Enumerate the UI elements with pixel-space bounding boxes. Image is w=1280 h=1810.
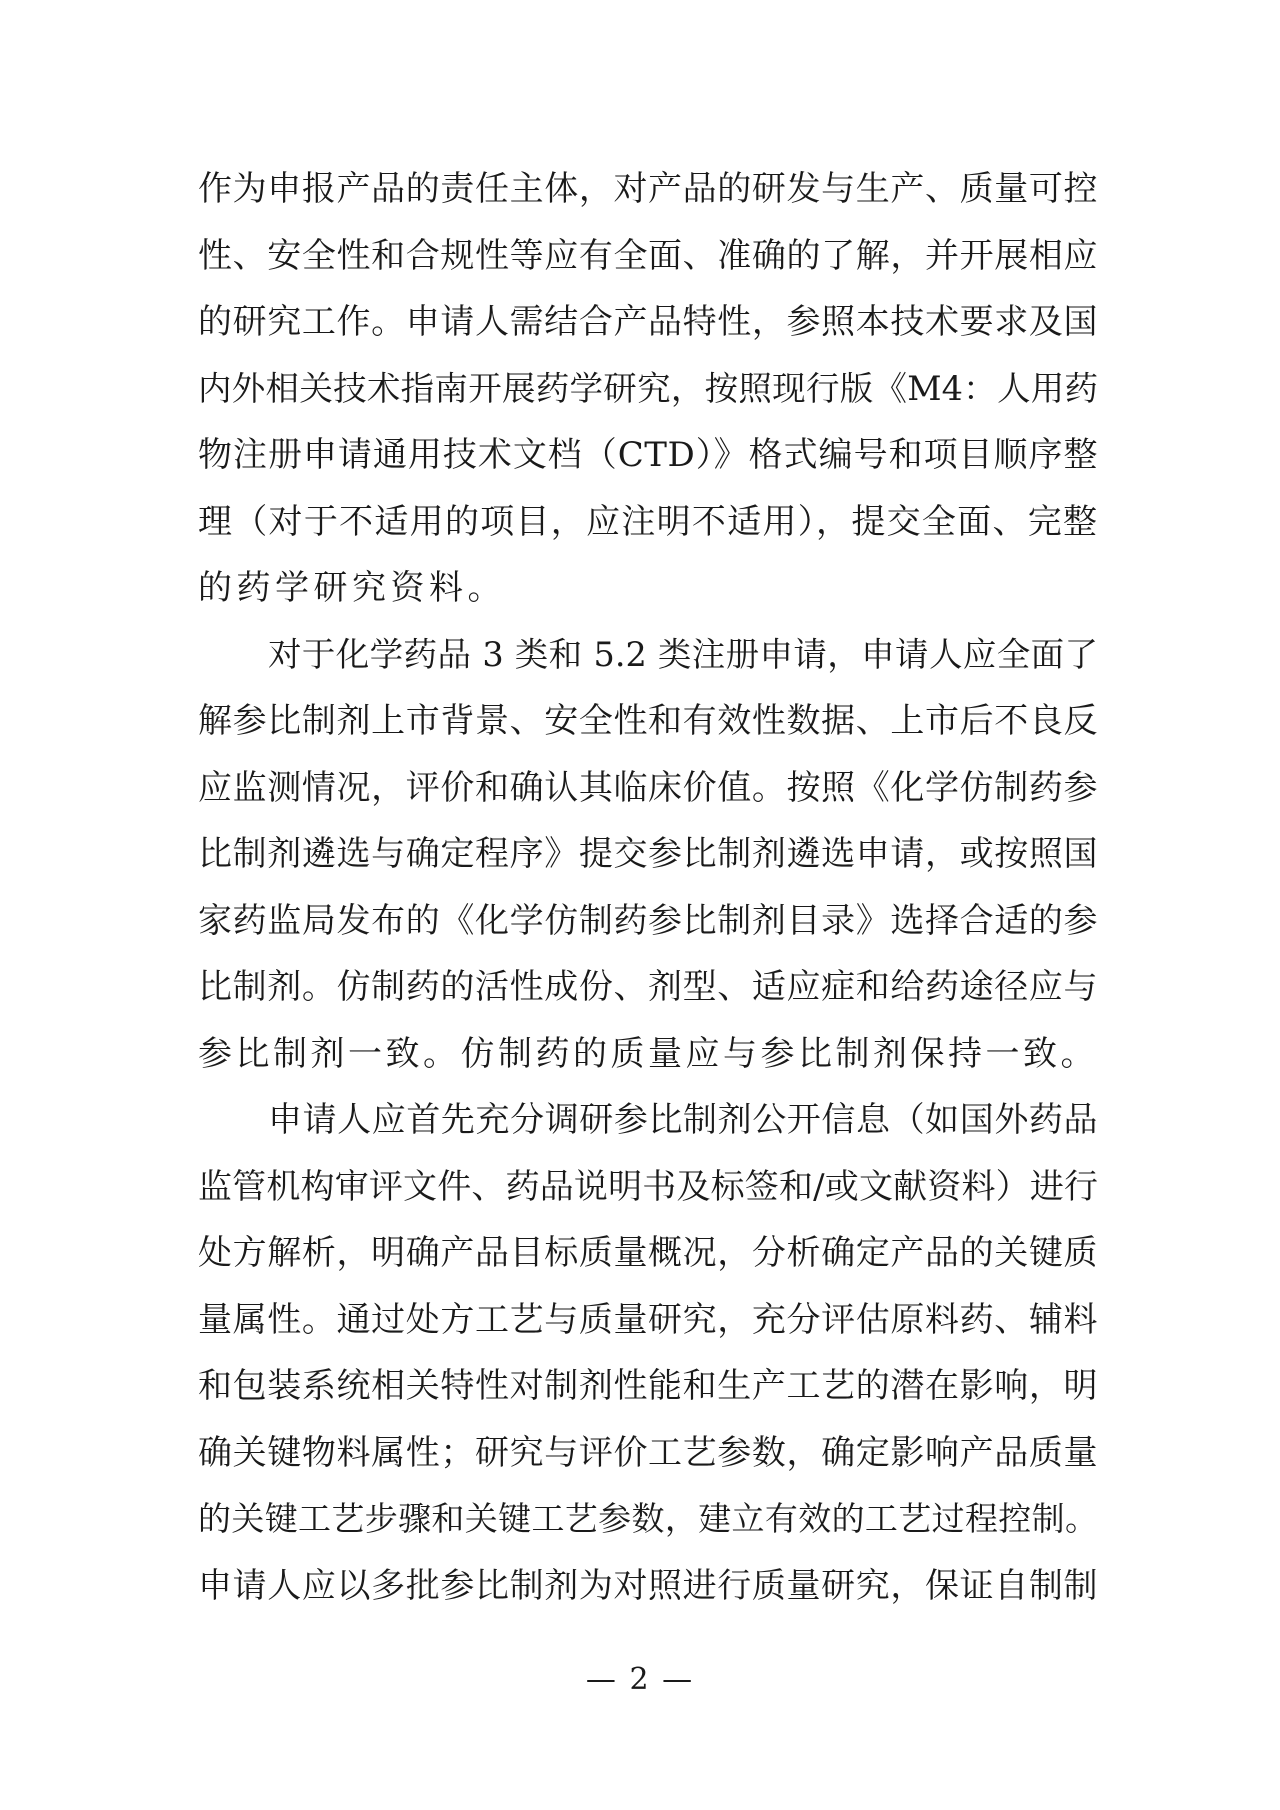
text-line: 性、安全性和合规性等应有全面、准确的了解，并开展相应 [198,235,1098,276]
text-line: 应监测情况，评价和确认其临床价值。按照《化学仿制药参 [198,767,1098,808]
text-line: 内外相关技术指南开展药学研究，按照现行版《M4：人用药 [198,368,1098,408]
text-line: 比制剂。仿制药的活性成份、剂型、适应症和给药途径应与 [198,967,1098,1007]
text-line: 的研究工作。申请人需结合产品特性，参照本技术要求及国 [198,302,1098,342]
body-text [198,156,1098,1619]
text-line: 理（对于不适用的项目，应注明不适用），提交全面、完整 [198,501,1098,542]
text-line: 量属性。通过处方工艺与质量研究，充分评估原料药、辅料 [198,1299,1098,1340]
text-line: 的关键工艺步骤和关键工艺参数，建立有效的工艺过程控制。 [198,1499,1098,1538]
text-line: 物注册申请通用技术文档（CTD）》格式编号和项目顺序整 [198,435,1098,475]
text-line: 作为申报产品的责任主体，对产品的研发与生产、质量可控 [198,169,1098,209]
text-line: 的药学研究资料。 [198,568,506,608]
paragraph-first-line: 申请人应首先充分调研参比制剂公开信息（如国外药品 [268,1100,1098,1140]
text-line: 和包装系统相关特性对制剂性能和生产工艺的潜在影响，明 [198,1366,1098,1406]
text-line: 解参比制剂上市背景、安全性和有效性数据、上市后不良反 [198,701,1098,741]
text-line: 申请人应以多批参比制剂为对照进行质量研究，保证自制制 [198,1565,1098,1606]
text-line: 比制剂遴选与确定程序》提交参比制剂遴选申请，或按照国 [198,834,1098,874]
text-line: 监管机构审评文件、药品说明书及标签和/或文献资料）进行 [198,1166,1098,1207]
text-line: 处方解析，明确产品目标质量概况，分析确定产品的关键质 [198,1233,1098,1273]
paragraph-first-line: 对于化学药品 3 类和 5.2 类注册申请，申请人应全面了 [268,634,1098,674]
page-number: — 2 — [585,1662,695,1697]
text-line: 参比制剂一致。仿制药的质量应与参比制剂保持一致。 [198,1033,1098,1074]
text-line: 家药监局发布的《化学仿制药参比制剂目录》选择合适的参 [198,900,1098,941]
text-line: 确关键物料属性；研究与评价工艺参数，确定影响产品质量 [198,1432,1098,1473]
